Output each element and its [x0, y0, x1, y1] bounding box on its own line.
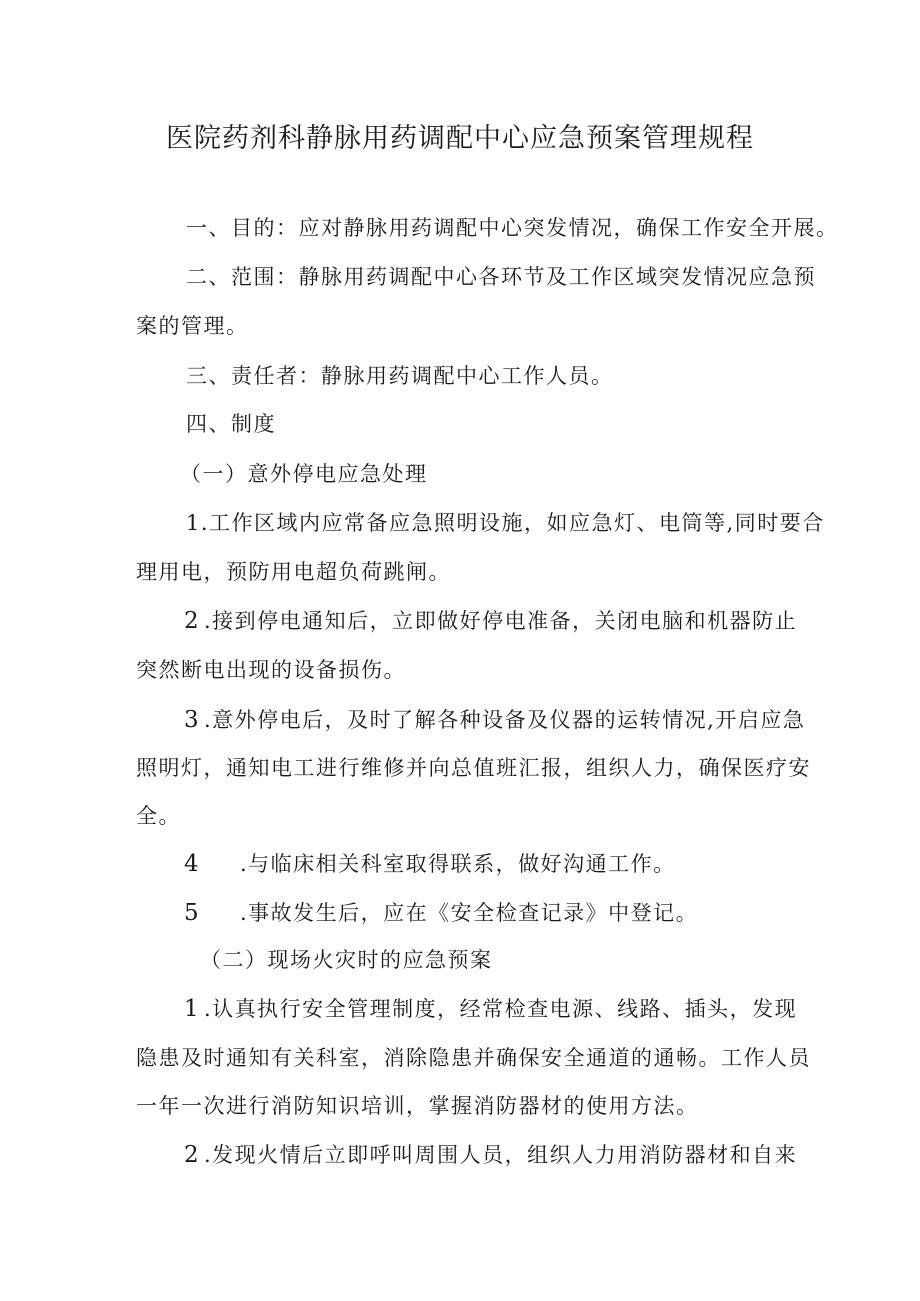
- text-line: 1.工作区域内应常备应急照明设施，如应急灯、电筒等,同时要合: [186, 511, 825, 535]
- item-number: 3: [184, 707, 201, 733]
- text-line: .与临床相关科室取得联系，做好沟通工作。: [240, 852, 676, 876]
- text-line: .发现火情后立即呼叫周围人员，组织人力用消防器材和自来: [204, 1143, 798, 1167]
- text-line: 二、范围：静脉用药调配中心各环节及工作区域突发情况应急预: [186, 265, 816, 289]
- text-line: 理用电，预防用电超负荷跳闸。: [136, 560, 451, 584]
- text-line: （二）现场火灾时的应急预案: [200, 948, 493, 972]
- text-line: 照明灯，通知电工进行维修并向总值班汇报，组织人力，确保医疗安: [136, 756, 811, 780]
- document-title: 医院药剂科静脉用药调配中心应急预案管理规程: [166, 123, 754, 154]
- text-line: .接到停电通知后，立即做好停电准备，关闭电脑和机器防止: [204, 609, 798, 633]
- item-number: 2: [184, 1142, 201, 1168]
- item-number: 4: [184, 851, 201, 877]
- item-number: 1: [184, 996, 201, 1022]
- text-line: 一、目的：应对静脉用药调配中心突发情况，确保工作安全开展。: [186, 216, 839, 240]
- text-line: .认真执行安全管理制度，经常检查电源、线路、插头，发现: [204, 997, 798, 1021]
- text-line: 案的管理。: [136, 314, 249, 338]
- text-line: .事故发生后，应在《安全检查记录》中登记。: [240, 901, 699, 925]
- text-line: 突然断电出现的设备损伤。: [136, 658, 406, 682]
- text-line: 四、制度: [186, 412, 276, 436]
- text-line: 全。: [136, 804, 181, 828]
- text-line: 隐患及时通知有关科室，消除隐患并确保安全通道的通畅。工作人员: [136, 1046, 811, 1070]
- item-number: 5: [184, 900, 201, 926]
- text-line: （一）意外停电应急处理: [180, 462, 428, 486]
- text-line: 三、责任者：静脉用药调配中心工作人员。: [186, 364, 614, 388]
- item-number: 2: [184, 608, 201, 634]
- text-line: 一年一次进行消防知识培训，掌握消防器材的使用方法。: [136, 1094, 699, 1118]
- text-line: .意外停电后，及时了解各种设备及仪器的运转情况,开启应急: [204, 708, 806, 732]
